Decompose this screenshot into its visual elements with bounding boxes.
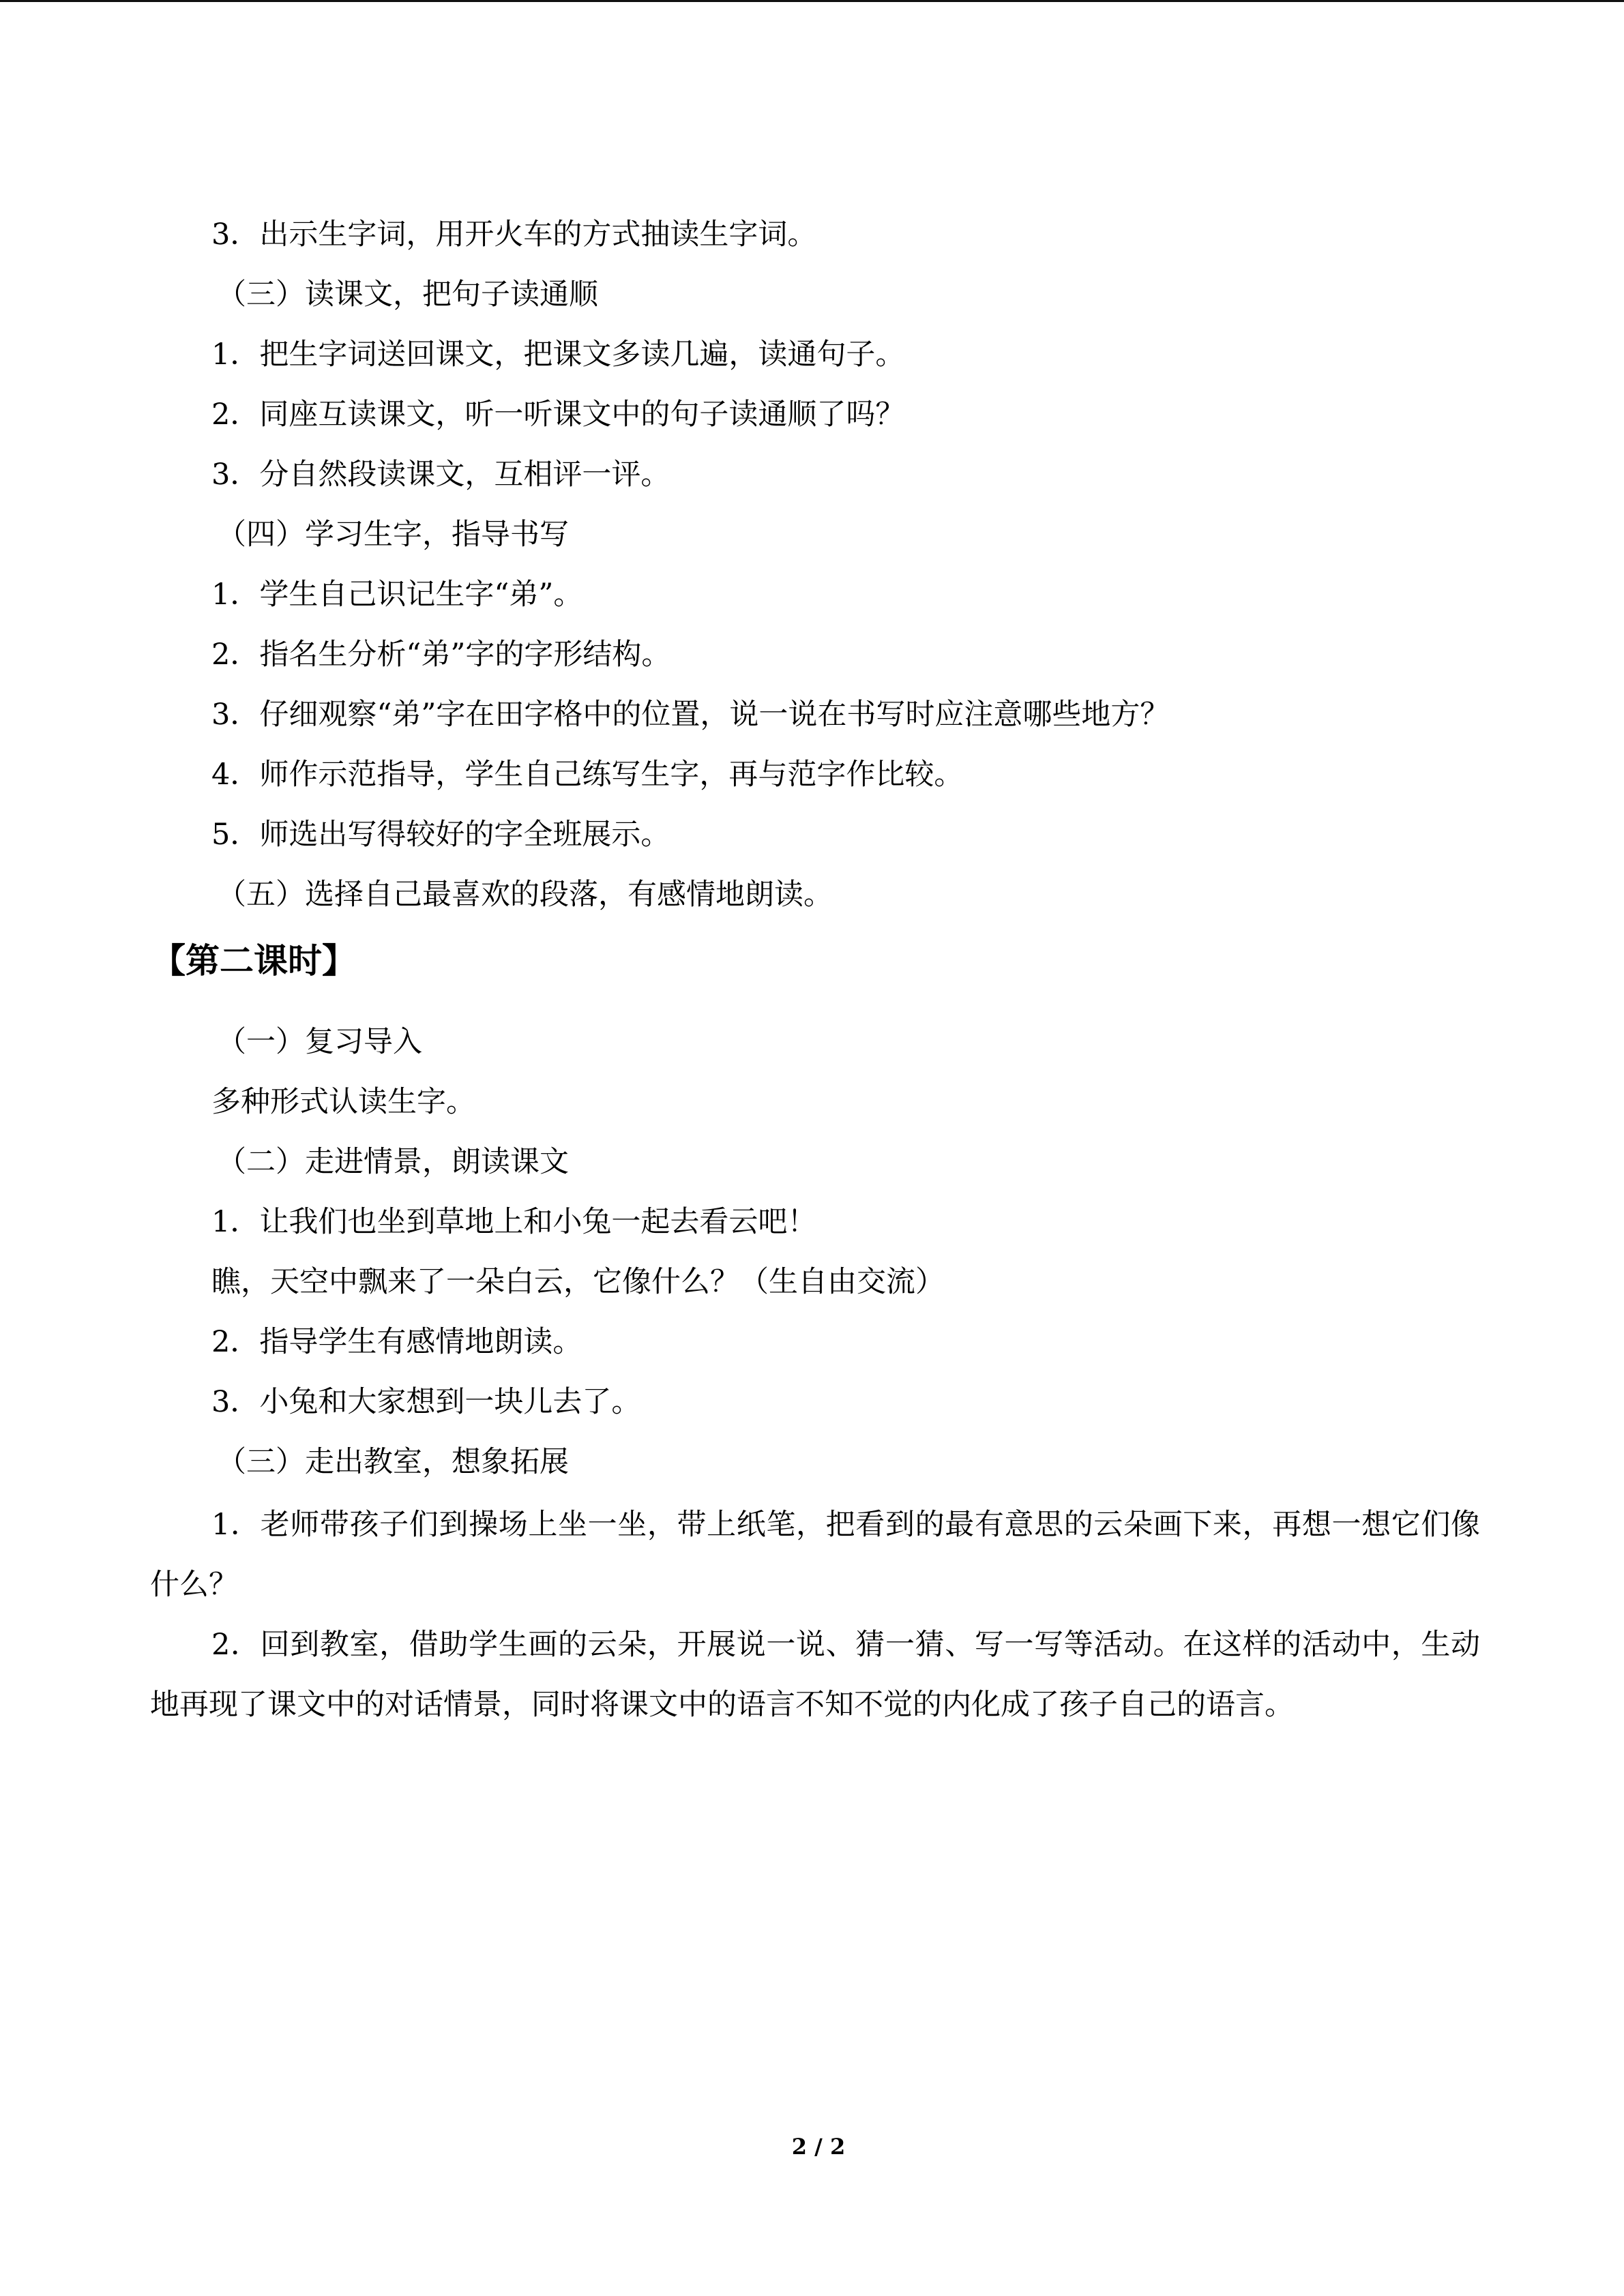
step-line: 3．小兔和大家想到一块儿去了。 xyxy=(211,1385,641,1419)
section-heading: （三）读课文，把句子读通顺 xyxy=(217,278,598,312)
section-heading: （二）走进情景，朗读课文 xyxy=(217,1145,569,1179)
step-line: 多种形式认读生字。 xyxy=(211,1085,475,1119)
step-line: 5．师选出写得较好的字全班展示。 xyxy=(211,818,670,852)
step-line: 1．学生自己识记生字“弟”。 xyxy=(211,578,583,612)
body-paragraph: 2．回到教室，借助学生画的云朵，开展说一说、猜一猜、写一写等活动。在这样的活动中，生动地再现了课文中的对话情景，同时将课文中的语言不知不觉的内化成了孩子自己的语言。 xyxy=(150,1628,1480,1722)
section-heading: （三）走出教室，想象拓展 xyxy=(217,1445,569,1479)
step-line: 3．出示生字词，用开火车的方式抽读生字词。 xyxy=(211,218,817,252)
section-heading: （五）选择自己最喜欢的段落，有感情地朗读。 xyxy=(217,878,833,912)
lesson-heading: 【第二课时】 xyxy=(151,941,356,981)
step-line: 2．同座互读课文，听一听课文中的句子读通顺了吗？ xyxy=(211,398,905,432)
step-line: 3．分自然段读课文，互相评一评。 xyxy=(211,458,670,492)
section-heading: （四）学习生字，指导书写 xyxy=(217,518,569,552)
page-number: 2 / 2 xyxy=(791,2134,846,2160)
step-line: 3．仔细观察“弟”字在田字格中的位置，说一说在书写时应注意哪些地方？ xyxy=(211,698,1170,732)
step-line: 1．让我们也坐到草地上和小兔一起去看云吧！ xyxy=(211,1205,817,1239)
step-line: 2．指名生分析“弟”字的字形结构。 xyxy=(211,638,671,672)
step-line: 2．指导学生有感情地朗读。 xyxy=(211,1325,582,1359)
body-paragraph: 1．老师带孩子们到操场上坐一坐，带上纸笔，把看到的最有意思的云朵画下来，再想一想它们像什么？ xyxy=(150,1508,1480,1602)
step-line: 瞧，天空中飘来了一朵白云，它像什么？（生自由交流） xyxy=(211,1265,945,1299)
step-line: 1．把生字词送回课文，把课文多读几遍，读通句子。 xyxy=(211,338,905,372)
section-heading: （一）复习导入 xyxy=(217,1025,422,1059)
step-line: 4．师作示范指导，学生自己练写生字，再与范字作比较。 xyxy=(211,758,964,792)
